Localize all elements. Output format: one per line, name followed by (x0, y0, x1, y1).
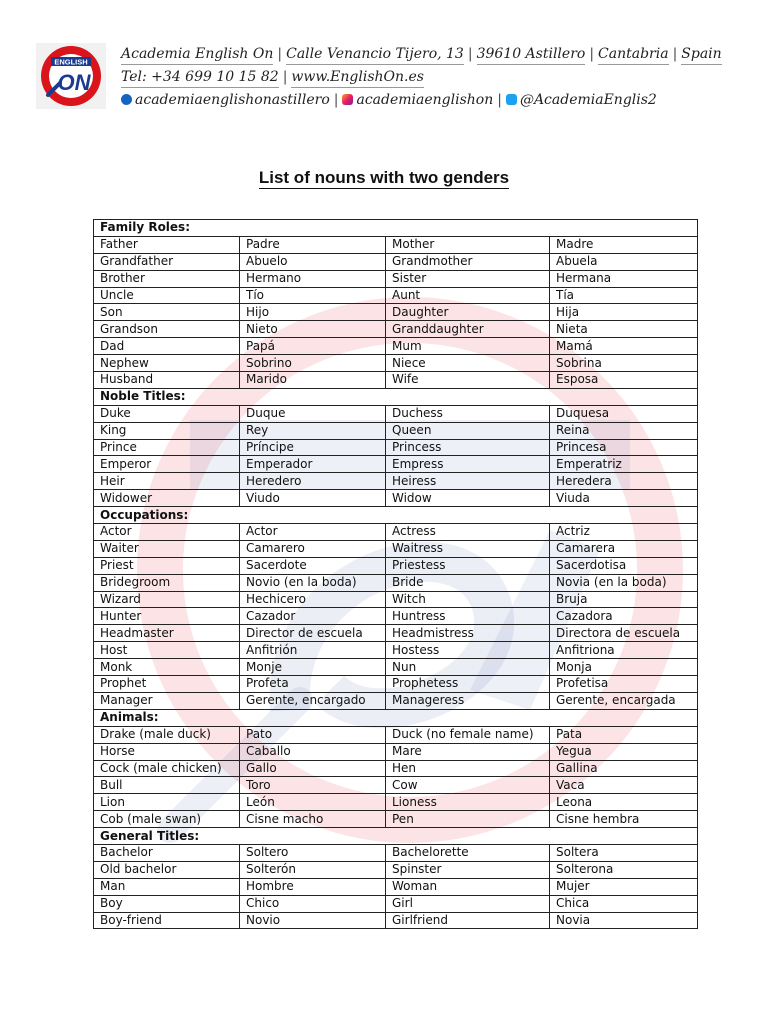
female-spanish-cell: Actriz (550, 524, 698, 541)
nouns-table (93, 219, 698, 929)
female-spanish-cell: Sobrina (550, 355, 698, 372)
female-spanish-cell: Viuda (550, 490, 698, 507)
male-spanish-cell: Padre (240, 236, 386, 253)
male-english-cell: Son (94, 304, 240, 321)
female-english-cell: Aunt (386, 287, 550, 304)
female-spanish-cell: Cisne hembra (550, 811, 698, 828)
male-spanish-cell: Toro (240, 777, 386, 794)
female-english-cell: Sister (386, 270, 550, 287)
female-english-cell: Mare (386, 743, 550, 760)
male-spanish-cell: Papá (240, 338, 386, 355)
section-heading: General Titles: (94, 828, 698, 845)
male-english-cell: Uncle (94, 287, 240, 304)
male-spanish-cell: Actor (240, 524, 386, 541)
male-english-cell: Husband (94, 372, 240, 389)
header-social: academiaenglishonastillero | academiaenglishon | @AcademiaEnglis2 (121, 90, 657, 110)
table-row (94, 912, 698, 929)
female-english-cell: Spinster (386, 861, 550, 878)
section-header-row (94, 388, 698, 405)
female-english-cell: Bride (386, 574, 550, 591)
table-row (94, 456, 698, 473)
female-english-cell: Headmistress (386, 625, 550, 642)
table-row (94, 659, 698, 676)
section-header-row (94, 507, 698, 524)
male-english-cell: King (94, 422, 240, 439)
male-spanish-cell: Abuelo (240, 253, 386, 270)
twitter-icon (506, 94, 517, 105)
male-spanish-cell: Camarero (240, 540, 386, 557)
female-english-cell: Granddaughter (386, 321, 550, 338)
male-spanish-cell: León (240, 794, 386, 811)
female-spanish-cell: Emperatriz (550, 456, 698, 473)
male-spanish-cell: Novio (240, 912, 386, 929)
section-heading: Animals: (94, 709, 698, 726)
female-english-cell: Heiress (386, 473, 550, 490)
table-row (94, 608, 698, 625)
female-spanish-cell: Soltera (550, 844, 698, 861)
male-english-cell: Heir (94, 473, 240, 490)
female-spanish-cell: Hermana (550, 270, 698, 287)
male-english-cell: Old bachelor (94, 861, 240, 878)
postal-code: 39610 Astillero (477, 44, 586, 65)
female-english-cell: Priestess (386, 557, 550, 574)
male-english-cell: Monk (94, 659, 240, 676)
male-english-cell: Bachelor (94, 844, 240, 861)
table-row (94, 692, 698, 709)
female-spanish-cell: Novia (550, 912, 698, 929)
table-row (94, 355, 698, 372)
male-english-cell: Boy-friend (94, 912, 240, 929)
female-spanish-cell: Heredera (550, 473, 698, 490)
male-spanish-cell: Pato (240, 726, 386, 743)
table-row (94, 372, 698, 389)
female-english-cell: Pen (386, 811, 550, 828)
section-heading: Family Roles: (94, 220, 698, 237)
english-on-logo (36, 43, 106, 109)
female-english-cell: Huntress (386, 608, 550, 625)
male-english-cell: Manager (94, 692, 240, 709)
female-english-cell: Waitress (386, 540, 550, 557)
male-english-cell: Prophet (94, 676, 240, 693)
male-spanish-cell: Hermano (240, 270, 386, 287)
region: Cantabria (598, 44, 669, 65)
female-spanish-cell: Yegua (550, 743, 698, 760)
female-spanish-cell: Bruja (550, 591, 698, 608)
female-spanish-cell: Novia (en la boda) (550, 574, 698, 591)
male-spanish-cell: Heredero (240, 473, 386, 490)
female-spanish-cell: Vaca (550, 777, 698, 794)
female-spanish-cell: Princesa (550, 439, 698, 456)
female-spanish-cell: Abuela (550, 253, 698, 270)
female-spanish-cell: Madre (550, 236, 698, 253)
female-english-cell: Niece (386, 355, 550, 372)
section-header-row (94, 709, 698, 726)
female-spanish-cell: Pata (550, 726, 698, 743)
table-row (94, 591, 698, 608)
male-english-cell: Widower (94, 490, 240, 507)
table-row (94, 574, 698, 591)
male-english-cell: Host (94, 642, 240, 659)
male-spanish-cell: Solterón (240, 861, 386, 878)
table-row (94, 405, 698, 422)
female-english-cell: Princess (386, 439, 550, 456)
header-contact: Tel: +34 699 10 15 82 | www.EnglishOn.es (121, 67, 424, 88)
male-spanish-cell: Sacerdote (240, 557, 386, 574)
male-spanish-cell: Hijo (240, 304, 386, 321)
male-spanish-cell: Duque (240, 405, 386, 422)
male-spanish-cell: Tío (240, 287, 386, 304)
female-english-cell: Girlfriend (386, 912, 550, 929)
male-spanish-cell: Gallo (240, 760, 386, 777)
table-row (94, 422, 698, 439)
table-row (94, 811, 698, 828)
male-spanish-cell: Soltero (240, 844, 386, 861)
svg-text:ENGLISH: ENGLISH (54, 57, 88, 67)
table-row (94, 490, 698, 507)
table-row (94, 642, 698, 659)
instagram-icon (342, 94, 353, 105)
female-spanish-cell: Gerente, encargada (550, 692, 698, 709)
table-row (94, 777, 698, 794)
female-spanish-cell: Sacerdotisa (550, 557, 698, 574)
male-spanish-cell: Anfitrión (240, 642, 386, 659)
table-row (94, 524, 698, 541)
table-row (94, 304, 698, 321)
male-spanish-cell: Novio (en la boda) (240, 574, 386, 591)
female-spanish-cell: Nieta (550, 321, 698, 338)
male-spanish-cell: Marido (240, 372, 386, 389)
female-spanish-cell: Chica (550, 895, 698, 912)
male-english-cell: Nephew (94, 355, 240, 372)
table-row (94, 676, 698, 693)
female-spanish-cell: Anfitriona (550, 642, 698, 659)
male-spanish-cell: Rey (240, 422, 386, 439)
male-english-cell: Cock (male chicken) (94, 760, 240, 777)
female-english-cell: Bachelorette (386, 844, 550, 861)
table-row (94, 270, 698, 287)
female-english-cell: Nun (386, 659, 550, 676)
table-row (94, 439, 698, 456)
male-english-cell: Hunter (94, 608, 240, 625)
female-spanish-cell: Directora de escuela (550, 625, 698, 642)
female-english-cell: Daughter (386, 304, 550, 321)
male-spanish-cell: Cazador (240, 608, 386, 625)
male-spanish-cell: Viudo (240, 490, 386, 507)
street-address: Calle Venancio Tijero, 13 (286, 44, 464, 65)
male-spanish-cell: Príncipe (240, 439, 386, 456)
male-english-cell: Emperor (94, 456, 240, 473)
male-spanish-cell: Sobrino (240, 355, 386, 372)
section-heading: Noble Titles: (94, 388, 698, 405)
male-spanish-cell: Gerente, encargado (240, 692, 386, 709)
table-row (94, 760, 698, 777)
table-row (94, 338, 698, 355)
female-spanish-cell: Duquesa (550, 405, 698, 422)
male-english-cell: Prince (94, 439, 240, 456)
table-row (94, 540, 698, 557)
female-spanish-cell: Hija (550, 304, 698, 321)
female-english-cell: Mum (386, 338, 550, 355)
website-link[interactable]: www.EnglishOn.es (291, 67, 424, 88)
female-spanish-cell: Camarera (550, 540, 698, 557)
male-english-cell: Duke (94, 405, 240, 422)
male-english-cell: Waiter (94, 540, 240, 557)
male-english-cell: Boy (94, 895, 240, 912)
female-english-cell: Cow (386, 777, 550, 794)
section-header-row (94, 828, 698, 845)
female-english-cell: Girl (386, 895, 550, 912)
male-english-cell: Drake (male duck) (94, 726, 240, 743)
male-english-cell: Grandfather (94, 253, 240, 270)
male-english-cell: Horse (94, 743, 240, 760)
table-row (94, 473, 698, 490)
country: Spain (681, 44, 721, 65)
male-spanish-cell: Director de escuela (240, 625, 386, 642)
male-spanish-cell: Profeta (240, 676, 386, 693)
table-row (94, 895, 698, 912)
female-english-cell: Prophetess (386, 676, 550, 693)
female-english-cell: Duchess (386, 405, 550, 422)
female-english-cell: Woman (386, 878, 550, 895)
table-row (94, 743, 698, 760)
female-english-cell: Queen (386, 422, 550, 439)
female-english-cell: Witch (386, 591, 550, 608)
male-english-cell: Priest (94, 557, 240, 574)
female-spanish-cell: Leona (550, 794, 698, 811)
male-english-cell: Lion (94, 794, 240, 811)
table-row (94, 253, 698, 270)
male-english-cell: Dad (94, 338, 240, 355)
male-english-cell: Cob (male swan) (94, 811, 240, 828)
female-spanish-cell: Monja (550, 659, 698, 676)
facebook-icon (121, 94, 132, 105)
table-row (94, 878, 698, 895)
table-row (94, 287, 698, 304)
female-spanish-cell: Esposa (550, 372, 698, 389)
female-spanish-cell: Profetisa (550, 676, 698, 693)
table-row (94, 321, 698, 338)
male-english-cell: Actor (94, 524, 240, 541)
male-english-cell: Brother (94, 270, 240, 287)
male-english-cell: Bull (94, 777, 240, 794)
male-spanish-cell: Cisne macho (240, 811, 386, 828)
table-row (94, 557, 698, 574)
male-english-cell: Grandson (94, 321, 240, 338)
female-spanish-cell: Gallina (550, 760, 698, 777)
female-spanish-cell: Reina (550, 422, 698, 439)
female-english-cell: Wife (386, 372, 550, 389)
page-title: List of nouns with two genders (258, 168, 510, 187)
male-english-cell: Father (94, 236, 240, 253)
female-spanish-cell: Mamá (550, 338, 698, 355)
svg-text:ON: ON (57, 70, 91, 95)
male-spanish-cell: Emperador (240, 456, 386, 473)
female-english-cell: Widow (386, 490, 550, 507)
facebook-handle[interactable]: academiaenglishonastillero (135, 92, 330, 108)
male-spanish-cell: Nieto (240, 321, 386, 338)
header-address: Academia English On | Calle Venancio Tijero, 13 | 39610 Astillero | Cantabria | Spain (121, 44, 722, 65)
female-spanish-cell: Mujer (550, 878, 698, 895)
table-row (94, 726, 698, 743)
female-english-cell: Duck (no female name) (386, 726, 550, 743)
instagram-handle[interactable]: academiaenglishon (356, 92, 494, 108)
female-english-cell: Empress (386, 456, 550, 473)
female-spanish-cell: Cazadora (550, 608, 698, 625)
female-spanish-cell: Solterona (550, 861, 698, 878)
twitter-handle[interactable]: @AcademiaEnglis2 (519, 92, 657, 108)
female-english-cell: Lioness (386, 794, 550, 811)
male-english-cell: Wizard (94, 591, 240, 608)
male-english-cell: Headmaster (94, 625, 240, 642)
female-spanish-cell: Tía (550, 287, 698, 304)
male-english-cell: Bridegroom (94, 574, 240, 591)
female-english-cell: Actress (386, 524, 550, 541)
male-spanish-cell: Chico (240, 895, 386, 912)
female-english-cell: Hen (386, 760, 550, 777)
male-spanish-cell: Monje (240, 659, 386, 676)
section-header-row (94, 220, 698, 237)
male-spanish-cell: Caballo (240, 743, 386, 760)
table-row (94, 625, 698, 642)
table-row (94, 844, 698, 861)
academy-name: Academia English On (121, 44, 273, 65)
table-row (94, 794, 698, 811)
female-english-cell: Manageress (386, 692, 550, 709)
male-spanish-cell: Hechicero (240, 591, 386, 608)
section-heading: Occupations: (94, 507, 698, 524)
table-row (94, 861, 698, 878)
female-english-cell: Hostess (386, 642, 550, 659)
female-english-cell: Mother (386, 236, 550, 253)
phone-number: Tel: +34 699 10 15 82 (121, 67, 279, 88)
male-english-cell: Man (94, 878, 240, 895)
table-row (94, 236, 698, 253)
female-english-cell: Grandmother (386, 253, 550, 270)
male-spanish-cell: Hombre (240, 878, 386, 895)
